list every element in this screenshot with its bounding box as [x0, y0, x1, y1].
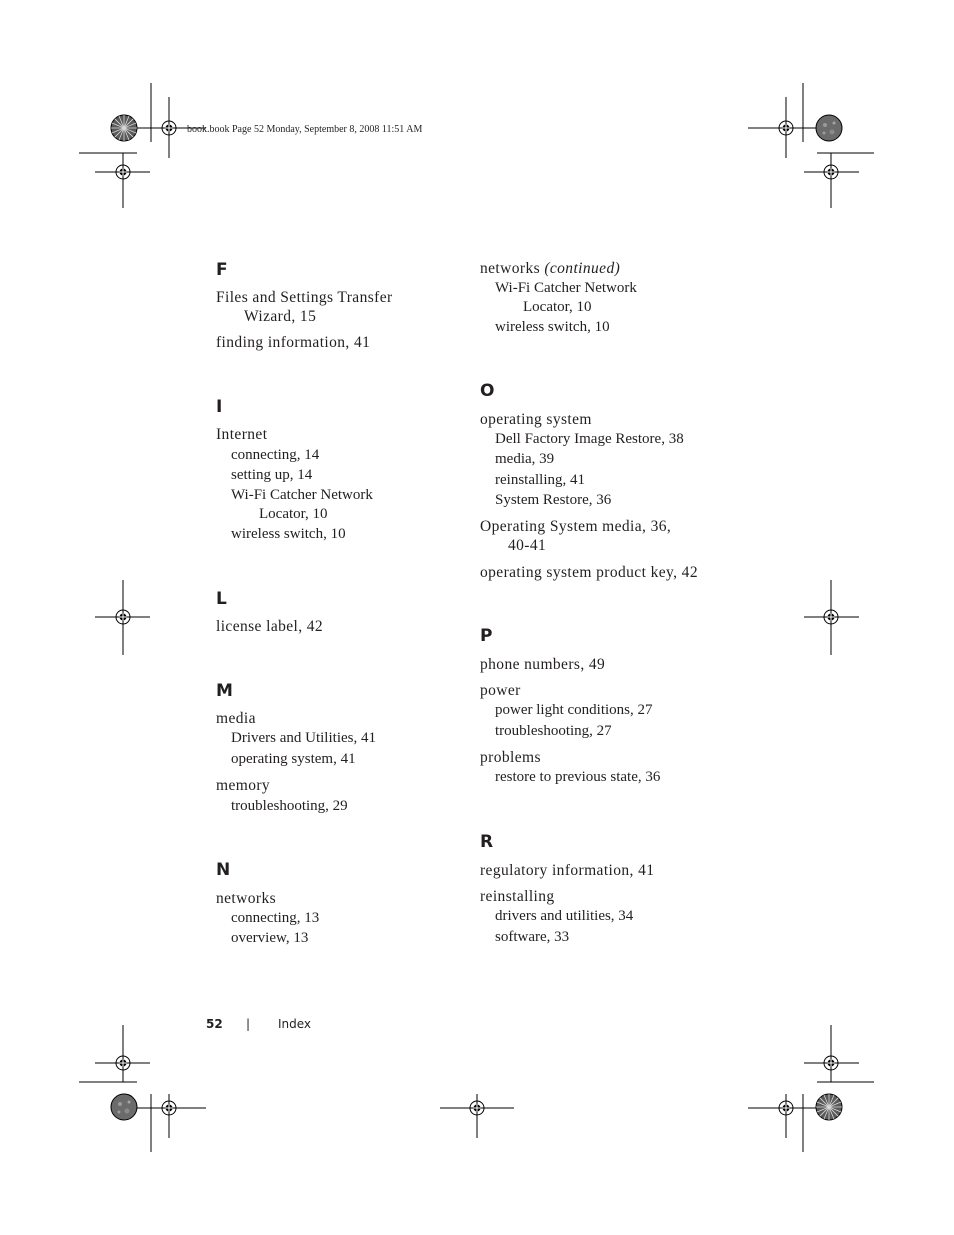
section-heading-n: N [216, 860, 231, 880]
index-entry-continuation: 40-41 [508, 537, 547, 554]
index-subentry: System Restore, 36 [495, 492, 612, 508]
section-heading-o: O [480, 381, 495, 401]
index-entry: operating system [480, 411, 592, 428]
index-subentry: media, 39 [495, 451, 555, 467]
index-entry: reinstalling [480, 888, 555, 905]
index-entry: Operating System media, 36, [480, 518, 672, 535]
index-entry-continuation: Wizard, 15 [244, 308, 317, 325]
continued-marker: (continued) [544, 260, 621, 277]
section-heading-f: F [216, 260, 228, 280]
index-entry: networks [216, 890, 277, 907]
page-number: 52 [206, 1017, 223, 1031]
index-subentry: operating system, 41 [231, 751, 356, 767]
section-heading-r: R [480, 832, 494, 852]
index-entry-label: networks [480, 260, 541, 277]
index-subentry: overview, 13 [231, 930, 309, 946]
footer-separator: | [246, 1017, 251, 1031]
index-subentry: wireless switch, 10 [231, 526, 346, 542]
index-entry: Internet [216, 426, 268, 443]
index-subentry: wireless switch, 10 [495, 319, 610, 335]
index-subentry-continuation: Locator, 10 [523, 299, 592, 315]
print-slug: book.book Page 52 Monday, September 8, 2008 11:51 AM [187, 124, 423, 135]
index-subentry: drivers and utilities, 34 [495, 908, 634, 924]
index-subentry: reinstalling, 41 [495, 472, 585, 488]
section-heading-l: L [216, 589, 227, 609]
index-subentry: setting up, 14 [231, 467, 313, 483]
index-subentry: Drivers and Utilities, 41 [231, 730, 376, 746]
section-heading-i: I [216, 397, 223, 417]
index-subentry: troubleshooting, 27 [495, 723, 612, 739]
index-subentry: connecting, 14 [231, 447, 320, 463]
index-entry: operating system product key, 42 [480, 564, 698, 581]
index-subentry-continuation: Locator, 10 [259, 506, 328, 522]
index-subentry: connecting, 13 [231, 910, 320, 926]
index-subentry: software, 33 [495, 929, 570, 945]
section-heading-m: M [216, 681, 233, 701]
index-subentry: Wi-Fi Catcher Network [495, 280, 637, 296]
index-entry: Files and Settings Transfer [216, 289, 393, 306]
index-subentry: power light conditions, 27 [495, 702, 653, 718]
index-entry: problems [480, 749, 541, 766]
index-subentry: troubleshooting, 29 [231, 798, 348, 814]
index-subentry: restore to previous state, 36 [495, 769, 661, 785]
index-entry: license label, 42 [216, 618, 324, 635]
index-entry: media [216, 710, 256, 727]
index-entry: regulatory information, 41 [480, 862, 655, 879]
index-entry: finding information, 41 [216, 334, 371, 351]
index-entry: phone numbers, 49 [480, 656, 606, 673]
index-entry: memory [216, 777, 271, 794]
index-subentry: Dell Factory Image Restore, 38 [495, 431, 684, 447]
footer-section-title: Index [278, 1017, 312, 1031]
index-entry: power [480, 682, 521, 699]
index-subentry: Wi-Fi Catcher Network [231, 487, 373, 503]
section-heading-p: P [480, 626, 493, 646]
index-entry-continued [480, 260, 620, 278]
